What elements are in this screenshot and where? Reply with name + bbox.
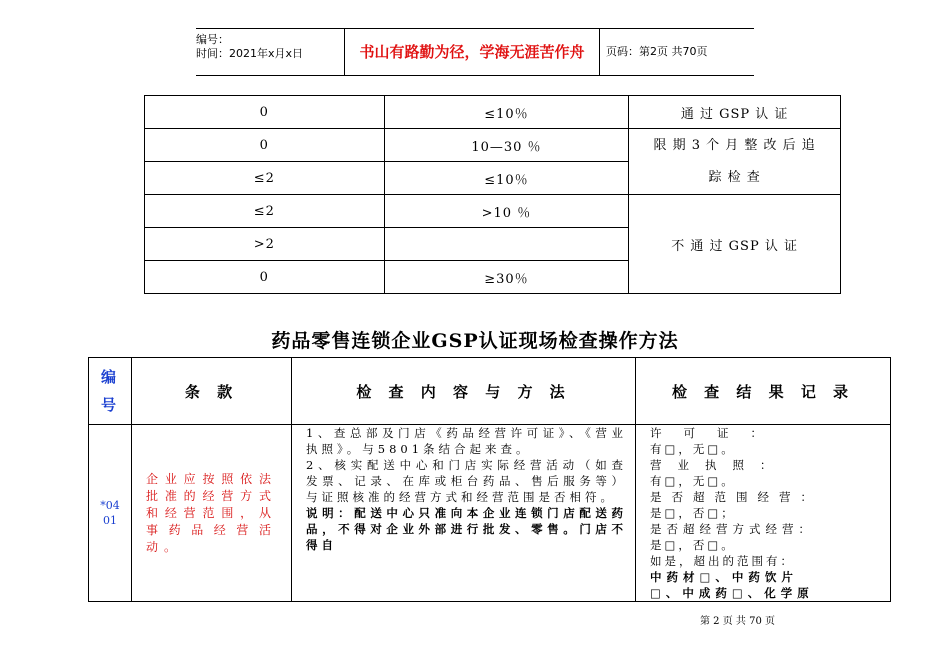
result-items-2: □、中成药□、化学原 [650,586,814,600]
table-cell: >2 [145,228,385,261]
table-row [145,129,841,162]
table-cell: ≤10％ [384,96,629,129]
table-cell: ≤10％ [384,162,629,195]
header-content: 检 查 内 容 与 方 法 [292,358,636,425]
table-cell [384,228,629,261]
table-cell: ≥30％ [384,261,629,294]
table-cell: 0 [145,129,385,162]
table-cell: 0 [145,261,385,294]
result-business-options: 有□，无□。 [650,474,736,488]
table-header-row [89,358,891,425]
number-label: 编号： [196,33,229,46]
result-items-1: 中药材□、中药饮片 [650,570,798,584]
header-result: 检 查 结 果 记 录 [636,358,891,425]
table-cell: ≤2 [145,162,385,195]
score-table [144,95,841,294]
header-clause: 条 款 [132,358,292,425]
row-content [292,425,636,602]
row-clause: 企业应按照依法批准的经营方式和经营范围，从事药品经营活动。 [132,425,292,602]
page-header [196,28,754,76]
result-license-options: 有□，无□。 [650,442,736,456]
result-mode: 是否超经营方式经营： [650,522,815,536]
result-mode-options: 是□，否□。 [650,538,736,552]
table-cell: 限 期 3 个 月 整 改 后 追 踪 检 查 [629,129,841,195]
result-scope-options: 是□，否□； [650,506,736,520]
table-cell: 0 [145,96,385,129]
result-business: 营业执照： [650,458,788,472]
header-num-label: 编号 [101,367,123,414]
row-result [636,425,891,602]
section-title: 药品零售连锁企业GSP认证现场检查操作方法 [271,330,679,352]
result-license: 许可证： [650,426,784,440]
table-cell: 10—30 ％ [384,129,629,162]
header-page-label: 页码：第2页 共70页 [606,45,708,58]
table-row [145,195,841,228]
row-num [89,425,132,602]
table-row [89,425,891,602]
header-meta [196,29,344,79]
page-footer: 第 2 页 共 70 页 [700,616,775,627]
table-cell: 通 过 GSP 认 证 [629,96,841,129]
table-cell: ≤2 [145,195,385,228]
content-item-1: 1、查总部及门店《药品经营许可证》、《营业执照》。与5801条结合起来查。 [306,426,627,456]
content-item-2: 2、核实配送中心和门店实际经营活动（如查发票、记录、在库或柜台药品、售后服务等）与证照核准的经营方式和经营范围是否相符。 [306,458,627,504]
header-motto: 书山有路勤为径，学海无涯苦作舟 [344,29,600,75]
table-row [145,96,841,129]
time-label: 时间：2021年x月x日 [196,47,304,60]
result-scope: 是否超范围经营： [650,490,822,504]
header-num [89,358,132,425]
check-table [88,357,891,602]
row-num-label: *0401 [100,499,120,527]
table-cell: >10 ％ [384,195,629,228]
result-exceed: 如是，超出的范围有： [650,554,795,568]
table-cell: 不 通 过 GSP 认 证 [629,195,841,294]
content-note: 说明：配送中心只准向本企业连锁门店配送药品，不得对企业外部进行批发、零售。门店不得自 [306,506,627,552]
